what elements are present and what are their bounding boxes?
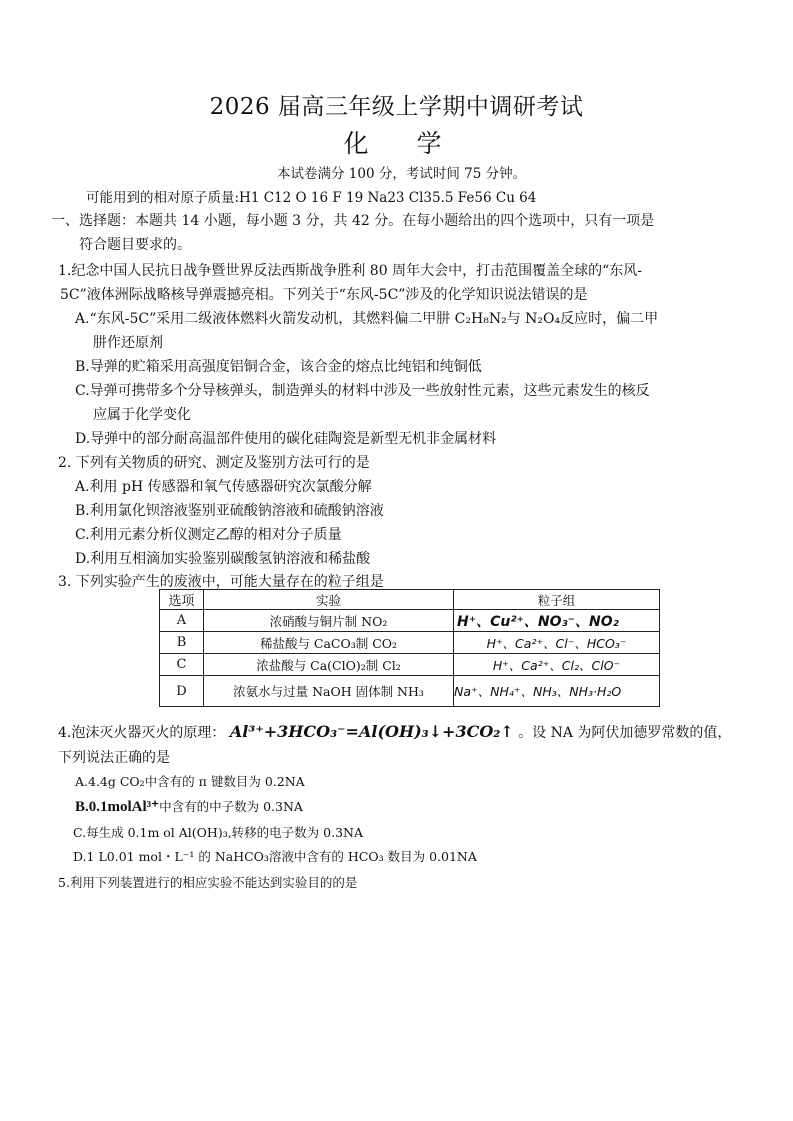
table-header-option: 选项: [160, 590, 204, 610]
q1-option-a-line2: 肼作还原剂: [93, 335, 163, 351]
table-row: [160, 654, 660, 676]
table-header-experiment: 实验: [204, 590, 454, 610]
table-row: [160, 610, 660, 632]
section-heading-line2: 符合题目要求的。: [79, 237, 191, 253]
q1-stem-line1: 1.纪念中国人民抗日战争暨世界反法西斯战争胜利 80 周年大会中，打击范围覆盖全球的“东风-: [58, 263, 642, 279]
section-heading-line1: 一、选择题：本题共 14 小题，每小题 3 分，共 42 分。在每小题给出的四个选项中，只有一项是: [51, 213, 655, 229]
table-cell-option: D: [160, 676, 204, 707]
table-cell-particles: H⁺、Ca²⁺、Cl⁻、HCO₃⁻: [454, 632, 660, 654]
q4-stem-suffix: 。设 NA 为阿伏加德罗常数的值，: [518, 725, 732, 741]
q4-stem-line2: 下列说法正确的是: [58, 750, 170, 766]
q3-stem: 3. 下列实验产生的废液中，可能大量存在的粒子组是: [58, 574, 384, 590]
table-cell-experiment: 浓氨水与过量 NaOH 固体制 NH₃: [204, 676, 454, 707]
table-cell-option: A: [160, 610, 204, 632]
q1-option-c-line1: C.导弹可携带多个分导核弹头，制造弹头的材料中涉及一些放射性元素，这些元素发生的核反: [75, 383, 650, 399]
q1-option-d: D.导弹中的部分耐高温部件使用的碳化硅陶瓷是新型无机非金属材料: [75, 431, 497, 447]
q1-option-c-line2: 应属于化学变化: [93, 407, 191, 423]
exam-title: 2026 届高三年级上学期中调研考试: [209, 94, 584, 120]
q5-stem: 5.利用下列装置进行的相应实验不能达到实验目的的是: [58, 875, 358, 890]
table-row: [160, 632, 660, 654]
q2-stem: 2. 下列有关物质的研究、测定及鉴别方法可行的是: [58, 455, 370, 471]
q2-option-b: B.利用氯化钡溶液鉴别亚硫酸钠溶液和硫酸钠溶液: [75, 503, 384, 519]
q4-stem-prefix: 4.泡沫灭火器灭火的原理：: [58, 725, 226, 741]
q2-option-a: A.利用 pH 传感器和氧气传感器研究次氯酸分解: [75, 479, 372, 495]
q4-option-c: C.每生成 0.1m ol Al(OH)₃,转移的电子数为 0.3NA: [73, 825, 363, 840]
table-cell-experiment: 浓盐酸与 Ca(ClO)₂制 Cl₂: [204, 654, 454, 676]
table-header-row: [160, 590, 660, 610]
table-row: [160, 676, 660, 707]
atomic-masses: 可能用到的相对原子质量:H1 C12 O 16 F 19 Na23 Cl35.5 Fe56 Cu 64: [86, 190, 537, 206]
table-cell-option: B: [160, 632, 204, 654]
table-cell-particles: Na⁺、NH₄⁺、NH₃、NH₃·H₂O: [454, 676, 660, 707]
table-cell-particles: H⁺、Ca²⁺、Cl₂、ClO⁻: [454, 654, 660, 676]
q4-option-b-prefix: B.0.1molAl³⁺: [75, 799, 160, 815]
q1-option-b: B.导弹的贮箱采用高强度铝铜合金，该合金的熔点比纯铝和纯铜低: [75, 359, 482, 375]
q4-option-b-suffix: 中含有的中子数为 0.3NA: [159, 799, 303, 814]
exam-info: 本试卷满分 100 分，考试时间 75 分钟。: [277, 166, 527, 182]
table-cell-particles: H⁺、Cu²⁺、NO₃⁻、NO₂: [454, 610, 660, 632]
q2-option-d: D.利用互相滴加实验鉴别碳酸氢钠溶液和稀盐酸: [75, 551, 371, 567]
table-header-particles: 粒子组: [454, 590, 660, 610]
q4-equation: Al³⁺+3HCO₃⁻=Al(OH)₃↓+3CO₂↑: [229, 722, 514, 741]
subject-title: 化学: [343, 129, 490, 158]
q4-stem-line1: [58, 722, 731, 742]
q3-table: [159, 589, 660, 707]
table-cell-experiment: 稀盐酸与 CaCO₃制 CO₂: [204, 632, 454, 654]
q2-option-c: C.利用元素分析仪测定乙醇的相对分子质量: [75, 527, 342, 543]
table-cell-option: C: [160, 654, 204, 676]
q1-option-a-line1: A.“东风-5C”采用二级液体燃料火箭发动机，其燃料偏二甲肼 C₂H₈N₂与 N₂O₄反应时，偏二甲: [75, 311, 659, 327]
q4-option-a: A.4.4g CO₂中含有的 π 键数目为 0.2NA: [75, 774, 305, 789]
table-cell-experiment: 浓硝酸与铜片制 NO₂: [204, 610, 454, 632]
q1-stem-line2: 5C”液体洲际战略核导弹震撼亮相。下列关于“东风-5C”涉及的化学知识说法错误的是: [60, 287, 588, 303]
q4-option-b: [75, 796, 303, 816]
q4-option-d: D.1 L0.01 mol・L⁻¹ 的 NaHCO₃溶液中含有的 HCO₃ 数目为 0.01NA: [73, 849, 477, 864]
